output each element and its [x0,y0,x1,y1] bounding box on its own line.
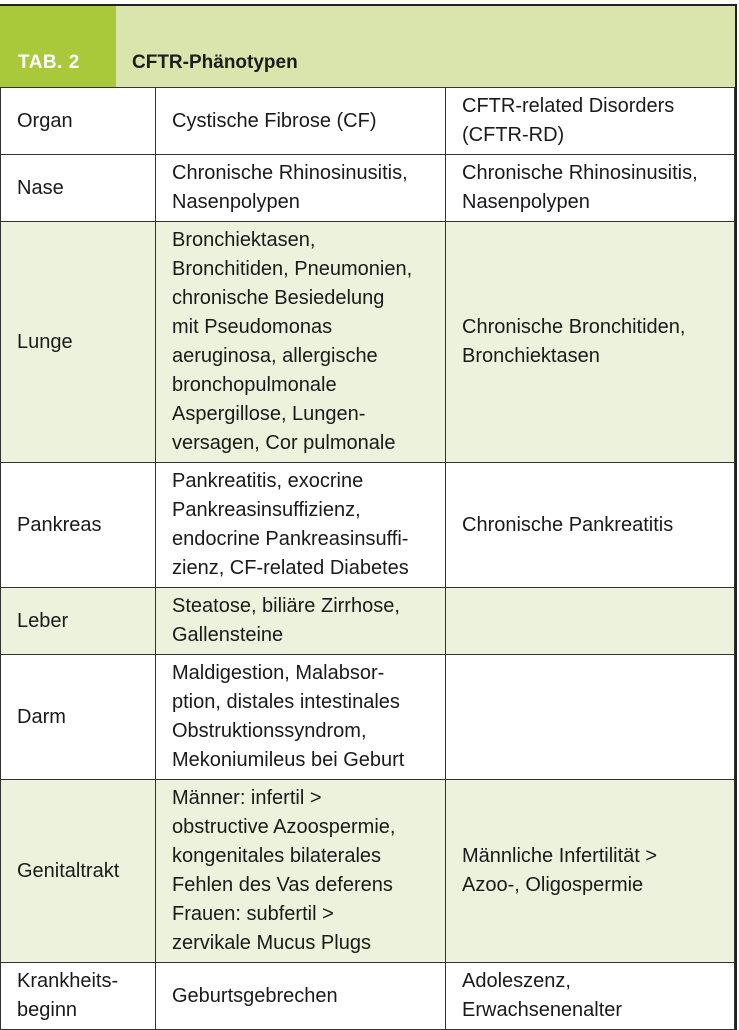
table-row [1,780,735,963]
cf-cell: Chronische Rhinosinusitis, Nasenpolypen [156,155,446,222]
cftr-rd-cell: Männliche Infertilität > Azoo-, Oligospermie [446,780,735,963]
phenotype-table [0,87,735,1030]
cf-cell: Geburtsgebrechen [156,963,446,1030]
cf-cell: Männer: infertil > obstructive Azoospermie, kongenitales bilaterales Fehlen des Vas deferens Frauen: subfertil > zervikale Mucus Plugs [156,780,446,963]
cftr-rd-cell: Chronische Pankreatitis [446,463,735,588]
column-header-cftr-rd: CFTR-related Disorders (CFTR-RD) [446,88,735,155]
column-header-organ: Organ [1,88,156,155]
tab-label: TAB. 2 [18,52,80,73]
column-header-cf: Cystische Fibrose (CF) [156,88,446,155]
table-row [1,655,735,780]
cf-cell: Steatose, biliäre Zirrhose, Gallensteine [156,588,446,655]
cf-cell: Bronchiektasen, Bronchitiden, Pneumonien, chronische Besiedelung mit Pseudomonas aeruginosa, allergische bronchopulmonale Aspergillose, Lungen- versagen, Cor pulmonale [156,222,446,463]
organ-cell: Krankheits- beginn [1,963,156,1030]
cf-cell: Pankreatitis, exocrine Pankreasinsuffizienz, endocrine Pankreasinsuffi- zienz, CF-related Diabetes [156,463,446,588]
organ-cell: Leber [1,588,156,655]
table-title: CFTR-Phänotypen [132,52,298,73]
cftr-rd-cell: Adoleszenz, Erwachsenenalter [446,963,735,1030]
table-frame [0,4,737,1030]
table-row [1,222,735,463]
cftr-rd-cell [446,655,735,780]
cftr-rd-cell [446,588,735,655]
cftr-rd-cell: Chronische Rhinosinusitis, Nasenpolypen [446,155,735,222]
table-row [1,155,735,222]
organ-cell: Lunge [1,222,156,463]
cf-cell: Maldigestion, Malabsor- ption, distales intestinales Obstruktionssyndrom, Mekoniumileus bei Geburt [156,655,446,780]
tab-badge [0,6,116,87]
organ-cell: Pankreas [1,463,156,588]
organ-cell: Darm [1,655,156,780]
column-header-row [1,88,735,155]
organ-cell: Genitaltrakt [1,780,156,963]
table-row [1,963,735,1030]
cftr-rd-cell: Chronische Bronchitiden, Bronchiektasen [446,222,735,463]
table-row [1,588,735,655]
table-header-band [0,6,735,87]
organ-cell: Nase [1,155,156,222]
table-row [1,463,735,588]
